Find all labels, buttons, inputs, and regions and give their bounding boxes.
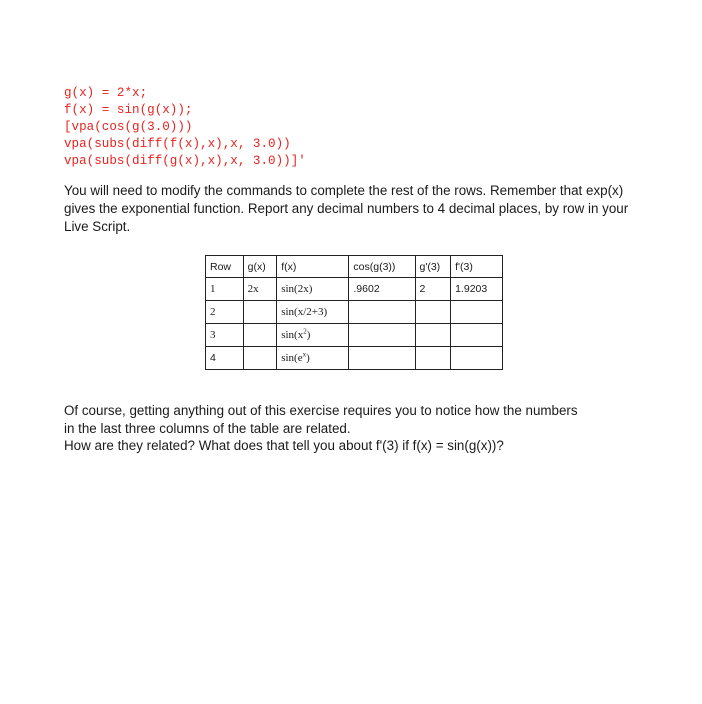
cell-row: 4 — [206, 347, 244, 370]
cell-cos — [349, 301, 415, 324]
cell-row: 1 — [206, 278, 244, 301]
cell-g-prime — [415, 347, 451, 370]
header-cos: cos(g(3)) — [349, 256, 415, 278]
table-row — [206, 324, 503, 347]
matlab-code-block — [64, 85, 306, 170]
table-row — [206, 301, 503, 324]
cell-g: 2x — [243, 278, 277, 301]
cell-g — [243, 301, 277, 324]
header-f: f(x) — [277, 256, 349, 278]
code-line: vpa(subs(diff(f(x),x),x, 3.0)) — [64, 137, 291, 151]
cell-f-prime: 1.9203 — [451, 278, 503, 301]
code-line: g(x) = 2*x; — [64, 86, 148, 100]
table-header-row — [206, 256, 503, 278]
cell-f-prime — [451, 347, 503, 370]
cell-f-base: sin(e — [281, 352, 303, 364]
cell-f: sin(2x) — [277, 278, 349, 301]
cell-f — [277, 324, 349, 347]
header-row: Row — [206, 256, 244, 278]
header-f-prime: f'(3) — [451, 256, 503, 278]
code-line: [vpa(cos(g(3.0))) — [64, 120, 193, 134]
closing-line: Of course, getting anything out of this exercise requires you to notice how the numbers — [64, 403, 578, 418]
table-row — [206, 347, 503, 370]
cell-cos — [349, 347, 415, 370]
closing-line: How are they related? What does that tell you about f'(3) if f(x) = sin(g(x))? — [64, 438, 504, 453]
code-line: vpa(subs(diff(g(x),x),x, 3.0))]' — [64, 154, 306, 168]
cell-f-prime — [451, 324, 503, 347]
cell-f-prime — [451, 301, 503, 324]
closing-paragraph — [64, 402, 664, 455]
instructions-paragraph: You will need to modify the commands to complete the rest of the rows. Remember that exp(x) gives the exponential function. Report any decimal numbers to 4 decimal places, by row in your Live Script. — [64, 183, 629, 234]
cell-f-tail: ) — [306, 352, 310, 364]
cell-g-prime: 2 — [415, 278, 451, 301]
cell-f-exponent: 2 — [303, 327, 307, 336]
cell-row: 3 — [206, 324, 244, 347]
header-g: g(x) — [243, 256, 277, 278]
cell-f — [277, 347, 349, 370]
cell-cos: .9602 — [349, 278, 415, 301]
cell-g — [243, 347, 277, 370]
cell-g-prime — [415, 324, 451, 347]
cell-f: sin(x/2+3) — [277, 301, 349, 324]
cell-row: 2 — [206, 301, 244, 324]
header-g-prime: g'(3) — [415, 256, 451, 278]
closing-line: in the last three columns of the table are related. — [64, 420, 351, 436]
table-row — [206, 278, 503, 301]
cell-cos — [349, 324, 415, 347]
cell-f-tail: ) — [306, 329, 311, 341]
cell-g-prime — [415, 301, 451, 324]
results-table — [205, 255, 503, 370]
cell-g — [243, 324, 277, 347]
cell-f-exponent: x — [302, 350, 307, 359]
cell-f-base: sin(x — [281, 329, 304, 341]
code-line: f(x) = sin(g(x)); — [64, 103, 193, 117]
